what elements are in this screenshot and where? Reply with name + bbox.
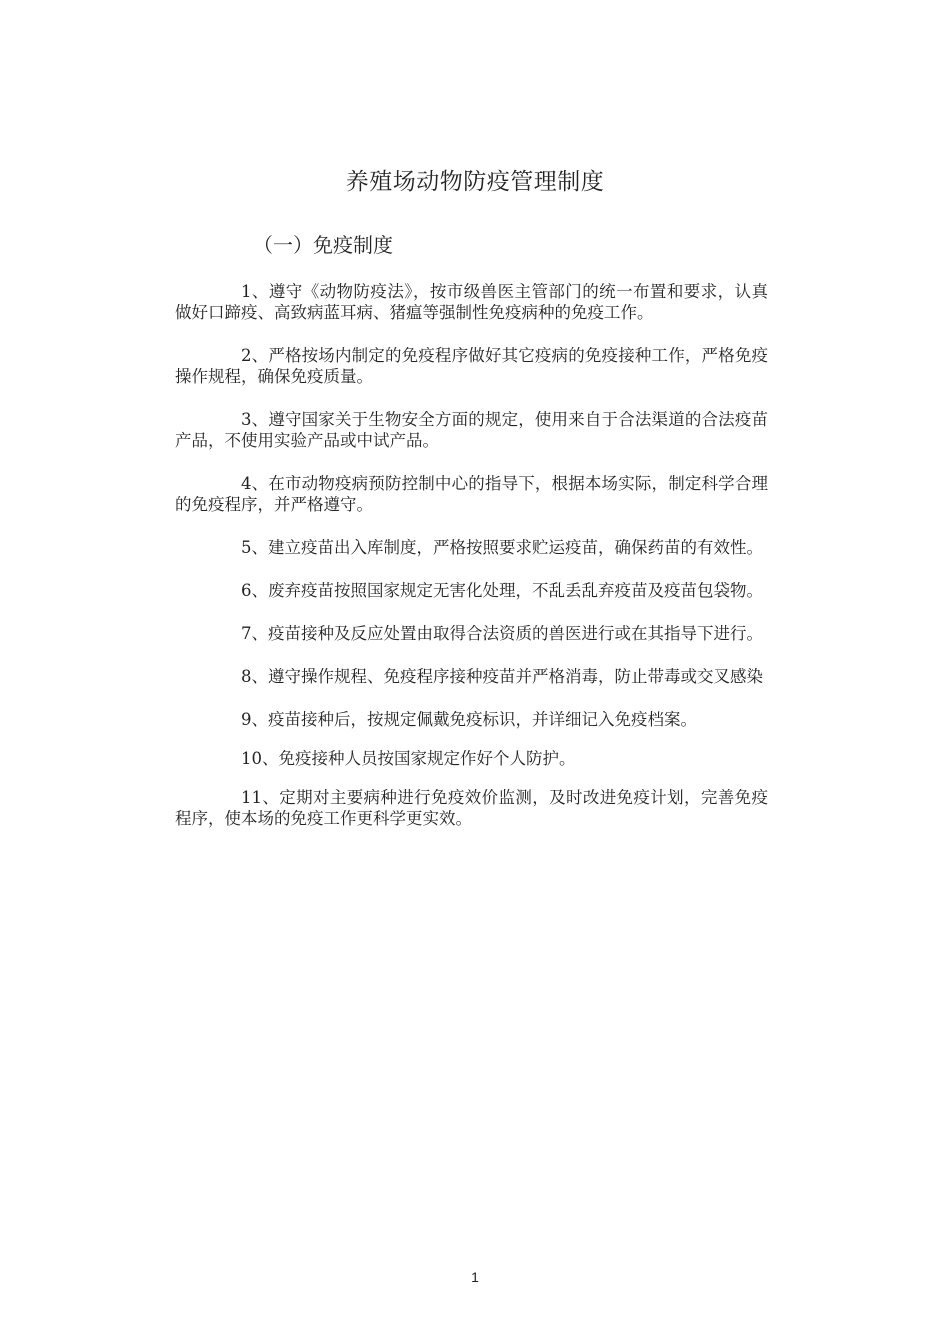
paragraph-9: 9、疫苗接种后，按规定佩戴免疫标识，并详细记入免疫档案。 <box>241 710 697 729</box>
paragraph-6: 6、废弃疫苗按照国家规定无害化处理，不乱丢乱弃疫苗及疫苗包袋物。 <box>241 581 763 600</box>
paragraph-1: 1、遵守《动物防疫法》，按市级兽医主管部门的统一布置和要求，认真做好口蹄疫、高致病蓝耳病、猪瘟等强制性免疫病种的免疫工作。 <box>175 282 768 322</box>
paragraph-4: 4、在市动物疫病预防控制中心的指导下，根据本场实际，制定科学合理的免疫程序，并严格遵守。 <box>175 474 768 514</box>
paragraph-11: 11、定期对主要病种进行免疫效价监测，及时改进免疫计划，完善免疫程序，使本场的免疫工作更科学更实效。 <box>175 788 768 828</box>
paragraph-2: 2、严格按场内制定的免疫程序做好其它疫病的免疫接种工作，严格免疫操作规程，确保免疫质量。 <box>175 346 768 386</box>
paragraph-8: 8、遵守操作规程、免疫程序接种疫苗并严格消毒，防止带毒或交叉感染 <box>241 667 763 686</box>
paragraph-3: 3、遵守国家关于生物安全方面的规定，使用来自于合法渠道的合法疫苗产品，不使用实验产品或中试产品。 <box>175 410 768 450</box>
paragraph-7: 7、疫苗接种及反应处置由取得合法资质的兽医进行或在其指导下进行。 <box>241 624 763 643</box>
document-body <box>175 281 768 851</box>
document-title: 养殖场动物防疫管理制度 <box>345 169 605 195</box>
paragraph-10: 10、免疫接种人员按国家规定作好个人防护。 <box>241 749 576 768</box>
page-number: 1 <box>471 1269 479 1285</box>
paragraph-5: 5、建立疫苗出入库制度，严格按照要求贮运疫苗，确保药苗的有效性。 <box>241 538 763 557</box>
section-heading: （一）免疫制度 <box>253 233 393 257</box>
